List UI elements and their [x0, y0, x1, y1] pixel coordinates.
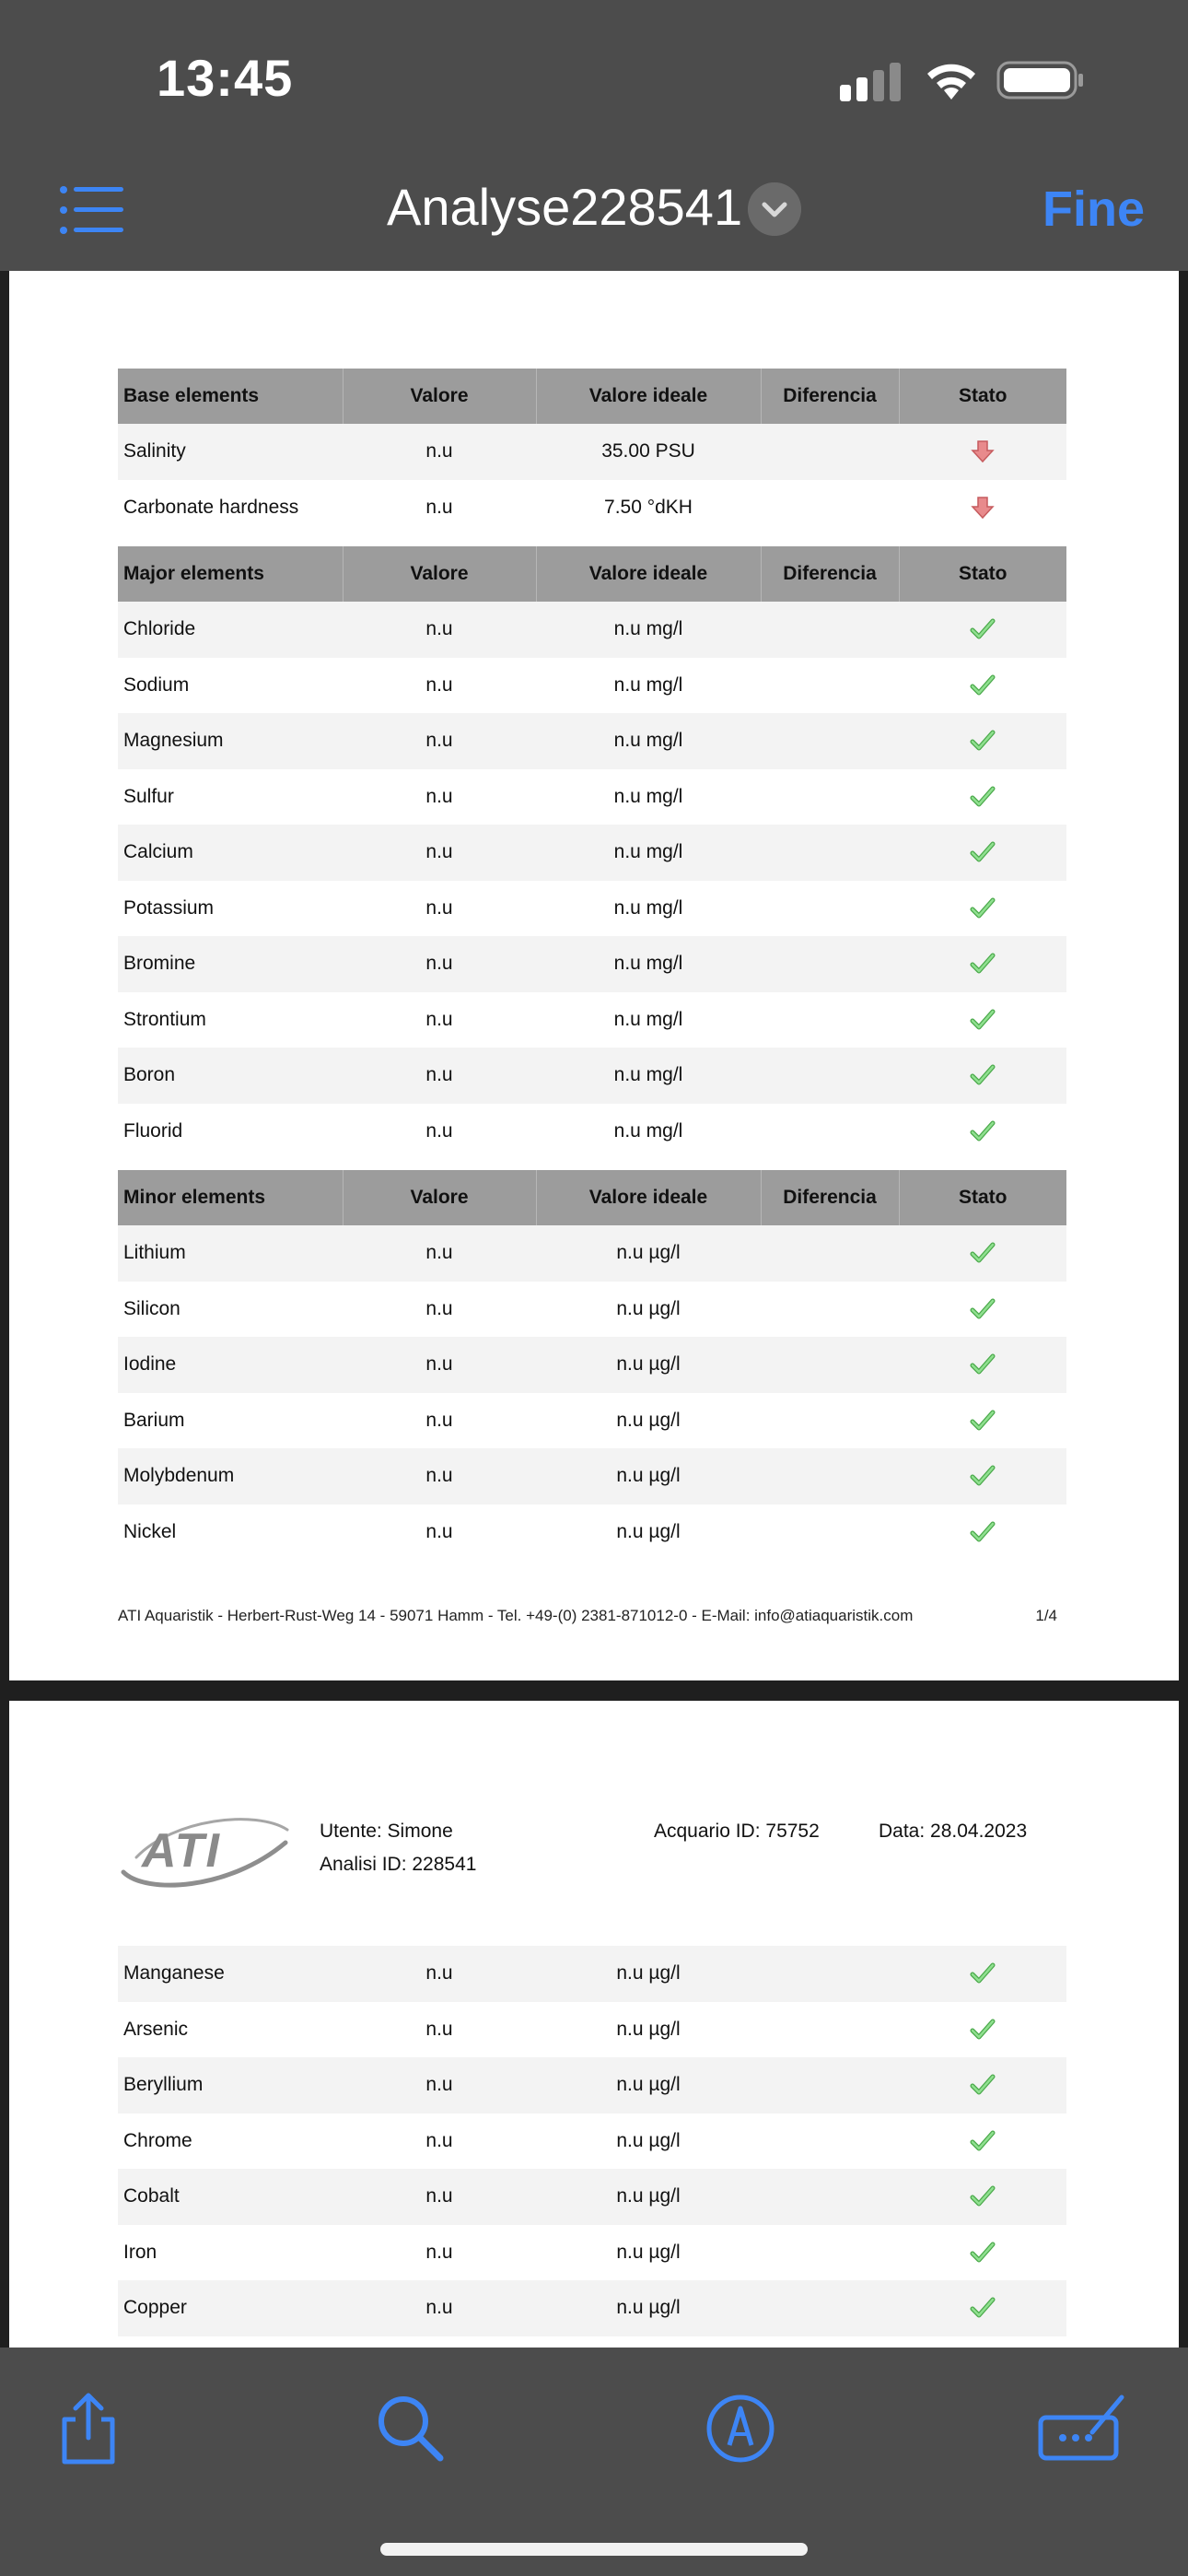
check-icon	[970, 2240, 996, 2266]
difference-value	[761, 1448, 899, 1505]
element-name: Cobalt	[118, 2169, 343, 2225]
check-icon	[970, 2184, 996, 2209]
element-value: n.u	[343, 602, 536, 658]
element-value: n.u	[343, 1946, 536, 2002]
ideal-value: n.u µg/l	[536, 2113, 761, 2170]
check-icon	[970, 896, 996, 921]
element-value: n.u	[343, 2113, 536, 2170]
ideal-value: n.u µg/l	[536, 1505, 761, 1561]
ideal-value: n.u mg/l	[536, 992, 761, 1048]
section-header	[118, 546, 1066, 602]
check-icon	[970, 2017, 996, 2043]
status-cell	[899, 1104, 1066, 1160]
element-value: n.u	[343, 1104, 536, 1160]
table-row	[118, 1104, 1066, 1160]
table-row	[118, 2225, 1066, 2281]
check-icon	[970, 673, 996, 698]
element-value: n.u	[343, 825, 536, 881]
header-ideal: Valore ideale	[536, 369, 761, 424]
table-row	[118, 1505, 1066, 1561]
document-title[interactable]: Analyse228541	[387, 178, 743, 236]
status-cell	[899, 2225, 1066, 2281]
section-title: Base elements	[118, 369, 343, 424]
header-difference: Diferencia	[761, 1170, 899, 1225]
table-row	[118, 1946, 1066, 2002]
document-viewer[interactable]	[0, 271, 1188, 2348]
header-value: Valore	[343, 369, 536, 424]
table-row	[118, 1048, 1066, 1104]
table-row	[118, 2280, 1066, 2336]
ideal-value: n.u mg/l	[536, 881, 761, 937]
difference-value	[761, 1393, 899, 1449]
difference-value	[761, 1946, 899, 2002]
element-value: n.u	[343, 881, 536, 937]
difference-value	[761, 992, 899, 1048]
element-name: Iron	[118, 2225, 343, 2281]
table-row	[118, 713, 1066, 769]
user-label: Utente: Simone	[320, 1821, 453, 1842]
home-indicator[interactable]	[380, 2543, 808, 2556]
section-spacer	[118, 535, 1066, 546]
status-cell	[899, 1282, 1066, 1338]
difference-value	[761, 480, 899, 536]
table-row	[118, 1337, 1066, 1393]
element-name: Salinity	[118, 424, 343, 480]
difference-value	[761, 1104, 899, 1160]
table-row	[118, 2113, 1066, 2170]
check-icon	[970, 1240, 996, 1266]
element-name: Fluorid	[118, 1104, 343, 1160]
ideal-value: n.u mg/l	[536, 769, 761, 825]
status-cell	[899, 825, 1066, 881]
status-cell	[899, 424, 1066, 480]
arrow-down-icon	[970, 439, 996, 464]
status-cell	[899, 1505, 1066, 1561]
ideal-value: n.u µg/l	[536, 1337, 761, 1393]
page-footer	[118, 1607, 1066, 1625]
element-name: Chrome	[118, 2113, 343, 2170]
done-button[interactable]: Fine	[1042, 181, 1146, 237]
difference-value	[761, 769, 899, 825]
check-icon	[970, 1463, 996, 1489]
check-icon	[970, 1007, 996, 1033]
element-value: n.u	[343, 713, 536, 769]
check-icon	[970, 2072, 996, 2098]
element-name: Nickel	[118, 1505, 343, 1561]
section-header	[118, 1170, 1066, 1225]
element-name: Barium	[118, 1393, 343, 1449]
chevron-down-icon[interactable]	[748, 182, 801, 236]
difference-value	[761, 2113, 899, 2170]
check-icon	[970, 1961, 996, 1986]
ideal-value: n.u mg/l	[536, 658, 761, 714]
element-value: n.u	[343, 1393, 536, 1449]
analysis-id-label: Analisi ID: 228541	[320, 1854, 477, 1875]
status-bar	[0, 0, 1188, 147]
element-name: Sulfur	[118, 769, 343, 825]
section-header	[118, 369, 1066, 424]
difference-value	[761, 1225, 899, 1282]
signature-icon[interactable]	[1035, 2390, 1127, 2467]
ati-logo	[118, 1802, 293, 1894]
ideal-value: n.u mg/l	[536, 602, 761, 658]
difference-value	[761, 936, 899, 992]
difference-value	[761, 424, 899, 480]
navigation-bar	[0, 147, 1188, 271]
status-cell	[899, 1946, 1066, 2002]
search-icon[interactable]	[372, 2390, 449, 2467]
difference-value	[761, 2169, 899, 2225]
header-value: Valore	[343, 546, 536, 602]
header-difference: Diferencia	[761, 369, 899, 424]
ideal-value: n.u µg/l	[536, 2225, 761, 2281]
table-row	[118, 658, 1066, 714]
check-icon	[970, 1352, 996, 1377]
ideal-value: 7.50 °dKH	[536, 480, 761, 536]
check-icon	[970, 728, 996, 754]
element-name: Iodine	[118, 1337, 343, 1393]
battery-icon	[996, 59, 1085, 101]
check-icon	[970, 1062, 996, 1088]
status-cell	[899, 2113, 1066, 2170]
status-cell	[899, 1393, 1066, 1449]
status-cell	[899, 713, 1066, 769]
check-icon	[970, 616, 996, 642]
status-cell	[899, 2280, 1066, 2336]
elements-table-continued	[118, 1946, 1066, 2336]
difference-value	[761, 602, 899, 658]
difference-value	[761, 2225, 899, 2281]
element-value: n.u	[343, 658, 536, 714]
ideal-value: n.u mg/l	[536, 825, 761, 881]
status-cell	[899, 2169, 1066, 2225]
status-cell	[899, 602, 1066, 658]
status-cell	[899, 658, 1066, 714]
check-icon	[970, 784, 996, 810]
header-ideal: Valore ideale	[536, 546, 761, 602]
check-icon	[970, 1296, 996, 1322]
table-row	[118, 602, 1066, 658]
difference-value	[761, 825, 899, 881]
table-row	[118, 1282, 1066, 1338]
page-number: 1/4	[1035, 1607, 1057, 1624]
list-icon[interactable]	[59, 184, 125, 236]
element-value: n.u	[343, 769, 536, 825]
status-cell	[899, 881, 1066, 937]
ideal-value: n.u mg/l	[536, 936, 761, 992]
element-value: n.u	[343, 424, 536, 480]
element-value: n.u	[343, 1505, 536, 1561]
element-name: Silicon	[118, 1282, 343, 1338]
element-value: n.u	[343, 1337, 536, 1393]
date-label: Data: 28.04.2023	[879, 1821, 1028, 1842]
ideal-value: n.u µg/l	[536, 2002, 761, 2058]
table-row	[118, 1448, 1066, 1505]
ideal-value: n.u mg/l	[536, 1104, 761, 1160]
header-difference: Diferencia	[761, 546, 899, 602]
table-row	[118, 2002, 1066, 2058]
status-cell	[899, 992, 1066, 1048]
elements-table	[118, 369, 1066, 1560]
check-icon	[970, 1118, 996, 1144]
difference-value	[761, 2002, 899, 2058]
ideal-value: n.u µg/l	[536, 2280, 761, 2336]
cellular-signal-icon	[840, 61, 904, 101]
element-name: Strontium	[118, 992, 343, 1048]
status-cell	[899, 1225, 1066, 1282]
element-value: n.u	[343, 2225, 536, 2281]
footer-contact: ATI Aquaristik - Herbert-Rust-Weg 14 - 59071 Hamm - Tel. +49-(0) 2381-871012-0 - E-Mail: info@atiaquaristik.com	[118, 1607, 914, 1624]
check-icon	[970, 2295, 996, 2321]
difference-value	[761, 1337, 899, 1393]
element-name: Boron	[118, 1048, 343, 1104]
markup-icon[interactable]	[702, 2390, 779, 2467]
difference-value	[761, 713, 899, 769]
check-icon	[970, 1519, 996, 1545]
difference-value	[761, 1282, 899, 1338]
element-name: Magnesium	[118, 713, 343, 769]
ideal-value: n.u µg/l	[536, 1946, 761, 2002]
header-ideal: Valore ideale	[536, 1170, 761, 1225]
difference-value	[761, 658, 899, 714]
element-name: Manganese	[118, 1946, 343, 2002]
status-time: 13:45	[157, 49, 294, 107]
check-icon	[970, 839, 996, 865]
aquarium-id-label: Acquario ID: 75752	[654, 1821, 820, 1842]
ideal-value: n.u µg/l	[536, 2169, 761, 2225]
check-icon	[970, 2128, 996, 2154]
status-cell	[899, 1337, 1066, 1393]
table-row	[118, 1225, 1066, 1282]
element-value: n.u	[343, 1048, 536, 1104]
check-icon	[970, 1408, 996, 1434]
table-row	[118, 825, 1066, 881]
ideal-value: n.u mg/l	[536, 713, 761, 769]
element-value: n.u	[343, 2280, 536, 2336]
section-title: Major elements	[118, 546, 343, 602]
element-value: n.u	[343, 2057, 536, 2113]
status-cell	[899, 2002, 1066, 2058]
element-name: Molybdenum	[118, 1448, 343, 1505]
header-value: Valore	[343, 1170, 536, 1225]
header-status: Stato	[899, 369, 1066, 424]
table-row	[118, 424, 1066, 480]
element-value: n.u	[343, 1282, 536, 1338]
element-value: n.u	[343, 1225, 536, 1282]
element-name: Beryllium	[118, 2057, 343, 2113]
element-name: Lithium	[118, 1225, 343, 1282]
element-name: Arsenic	[118, 2002, 343, 2058]
ideal-value: n.u µg/l	[536, 1393, 761, 1449]
table-row	[118, 936, 1066, 992]
status-cell	[899, 480, 1066, 536]
ideal-value: n.u mg/l	[536, 1048, 761, 1104]
element-name: Copper	[118, 2280, 343, 2336]
table-row	[118, 480, 1066, 536]
status-cell	[899, 1448, 1066, 1505]
element-name: Bromine	[118, 936, 343, 992]
table-row	[118, 1393, 1066, 1449]
difference-value	[761, 1048, 899, 1104]
ideal-value: n.u µg/l	[536, 1282, 761, 1338]
status-cell	[899, 1048, 1066, 1104]
element-name: Calcium	[118, 825, 343, 881]
element-name: Chloride	[118, 602, 343, 658]
element-value: n.u	[343, 2002, 536, 2058]
element-value: n.u	[343, 1448, 536, 1505]
element-name: Carbonate hardness	[118, 480, 343, 536]
status-cell	[899, 2057, 1066, 2113]
element-value: n.u	[343, 936, 536, 992]
check-icon	[970, 951, 996, 977]
section-spacer	[118, 1159, 1066, 1170]
bottom-toolbar	[0, 2348, 1188, 2576]
table-row	[118, 992, 1066, 1048]
status-cell	[899, 769, 1066, 825]
svg-text:ATI: ATI	[142, 1824, 221, 1878]
difference-value	[761, 1505, 899, 1561]
ideal-value: n.u µg/l	[536, 2057, 761, 2113]
difference-value	[761, 2057, 899, 2113]
difference-value	[761, 881, 899, 937]
element-value: n.u	[343, 480, 536, 536]
element-name: Sodium	[118, 658, 343, 714]
difference-value	[761, 2280, 899, 2336]
wifi-icon	[924, 59, 979, 101]
arrow-down-icon	[970, 495, 996, 521]
header-status: Stato	[899, 546, 1066, 602]
table-row	[118, 2057, 1066, 2113]
ideal-value: n.u µg/l	[536, 1448, 761, 1505]
header-status: Stato	[899, 1170, 1066, 1225]
table-row	[118, 2169, 1066, 2225]
pdf-page-1	[9, 271, 1179, 1680]
table-row	[118, 769, 1066, 825]
table-row	[118, 881, 1066, 937]
share-icon[interactable]	[50, 2390, 127, 2467]
ideal-value: n.u µg/l	[536, 1225, 761, 1282]
element-value: n.u	[343, 2169, 536, 2225]
element-value: n.u	[343, 992, 536, 1048]
element-name: Potassium	[118, 881, 343, 937]
pdf-page-2	[9, 1701, 1179, 2348]
section-title: Minor elements	[118, 1170, 343, 1225]
status-cell	[899, 936, 1066, 992]
ideal-value: 35.00 PSU	[536, 424, 761, 480]
